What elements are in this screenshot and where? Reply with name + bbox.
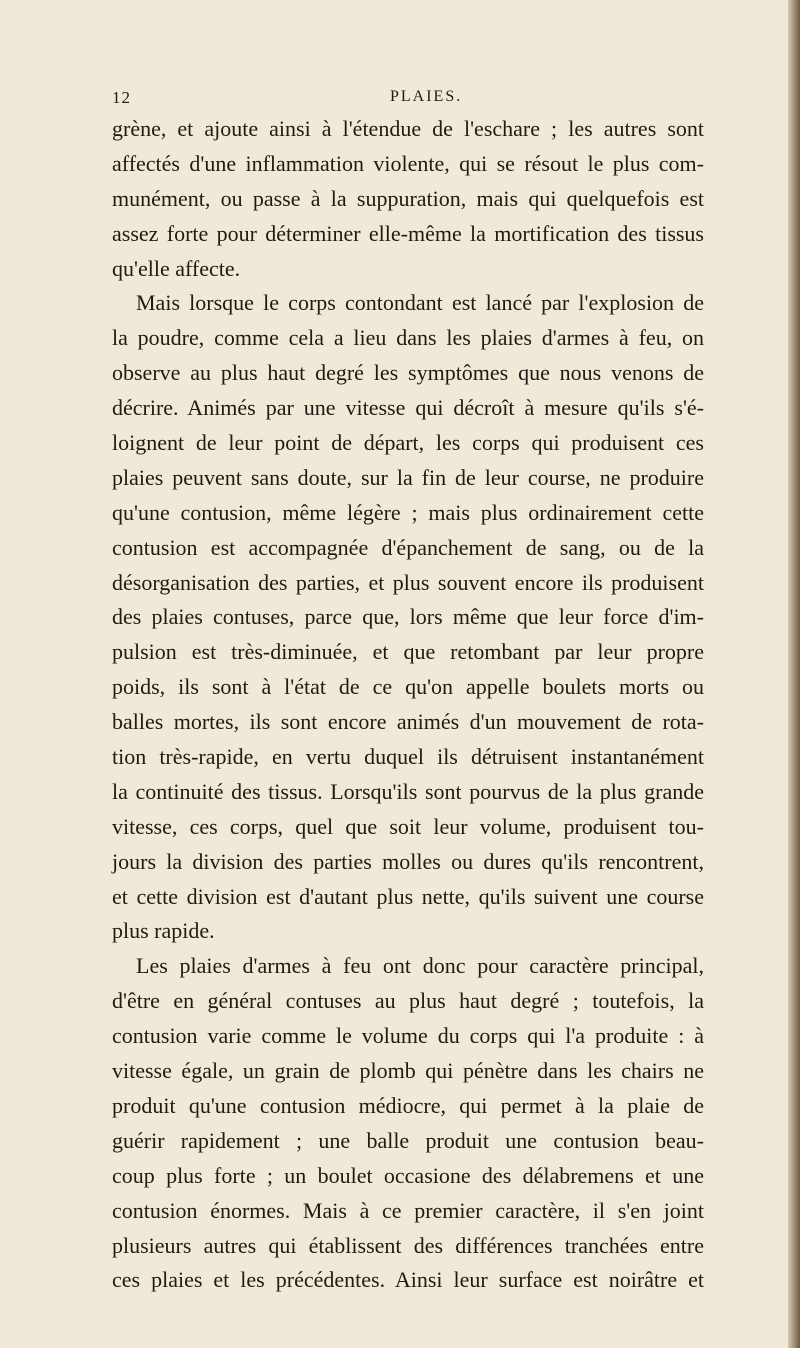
text-line: contusion énormes. Mais à ce premier caractère, il s'en joint <box>112 1197 704 1223</box>
text-line: la continuité des tissus. Lorsqu'ils sont pourvus de la plus grande <box>112 778 704 804</box>
text-line: plus rapide. <box>112 918 215 944</box>
text-line: des plaies contuses, parce que, lors même que leur force d'im- <box>112 604 704 630</box>
running-title: PLAIES. <box>390 88 463 105</box>
text-line: la poudre, comme cela a lieu dans les plaies d'armes à feu, on <box>112 325 704 351</box>
text-line: qu'une contusion, même légère ; mais plus ordinairement cette <box>112 499 704 525</box>
text-line: décrire. Animés par une vitesse qui décroît à mesure qu'ils s'é- <box>112 395 704 421</box>
text-line: jours la division des parties molles ou dures qu'ils rencontrent, <box>112 848 704 874</box>
text-line: guérir rapidement ; une balle produit une contusion beau- <box>112 1127 704 1153</box>
text-line: coup plus forte ; un boulet occasione des délabremens et une <box>112 1162 704 1188</box>
text-line: contusion varie comme le volume du corps qui l'a produite : à <box>112 1023 704 1049</box>
text-line: vitesse, ces corps, quel que soit leur volume, produisent tou- <box>112 813 704 839</box>
text-line: poids, ils sont à l'état de ce qu'on appelle boulets morts ou <box>112 674 704 700</box>
body-text <box>112 112 704 1298</box>
text-line: tion très-rapide, en vertu duquel ils détruisent instantanément <box>112 744 704 770</box>
text-line: pulsion est très-diminuée, et que retombant par leur propre <box>112 639 704 665</box>
text-line: grène, et ajoute ainsi à l'étendue de l'eschare ; les autres sont <box>112 116 704 141</box>
text-line: plusieurs autres qui établissent des différences tranchées entre <box>112 1232 704 1258</box>
page-header <box>112 88 692 114</box>
text-line: désorganisation des parties, et plus souvent encore ils produisent <box>112 569 704 595</box>
page-edge <box>788 0 800 1348</box>
text-line: ces plaies et les précédentes. Ainsi leur surface est noirâtre et <box>112 1267 704 1293</box>
text-line: balles mortes, ils sont encore animés d'un mouvement de rota- <box>112 709 704 735</box>
text-line: d'être en général contuses au plus haut degré ; toutefois, la <box>112 988 704 1014</box>
page-number: 12 <box>112 88 131 107</box>
text-line: et cette division est d'autant plus nette, qu'ils suivent une course <box>112 883 704 909</box>
text-line: produit qu'une contusion médiocre, qui permet à la plaie de <box>112 1092 704 1118</box>
text-line: observe au plus haut degré les symptômes que nous venons de <box>112 360 704 386</box>
text-line: qu'elle affecte. <box>112 255 241 281</box>
text-line: Mais lorsque le corps contondant est lancé par l'explosion de <box>136 290 704 316</box>
text-line: affectés d'une inflammation violente, qui se résout le plus com- <box>112 150 704 176</box>
text-line: vitesse égale, un grain de plomb qui pénètre dans les chairs ne <box>112 1058 704 1084</box>
text-line: Les plaies d'armes à feu ont donc pour caractère principal, <box>136 953 704 979</box>
text-line: loignent de leur point de départ, les corps qui produisent ces <box>112 430 704 456</box>
text-line: plaies peuvent sans doute, sur la fin de leur course, ne produire <box>112 464 704 490</box>
text-line: assez forte pour déterminer elle-même la mortification des tissus <box>112 220 704 246</box>
text-line: munément, ou passe à la suppuration, mais qui quelquefois est <box>112 185 704 211</box>
text-line: contusion est accompagnée d'épanchement de sang, ou de la <box>112 534 704 560</box>
